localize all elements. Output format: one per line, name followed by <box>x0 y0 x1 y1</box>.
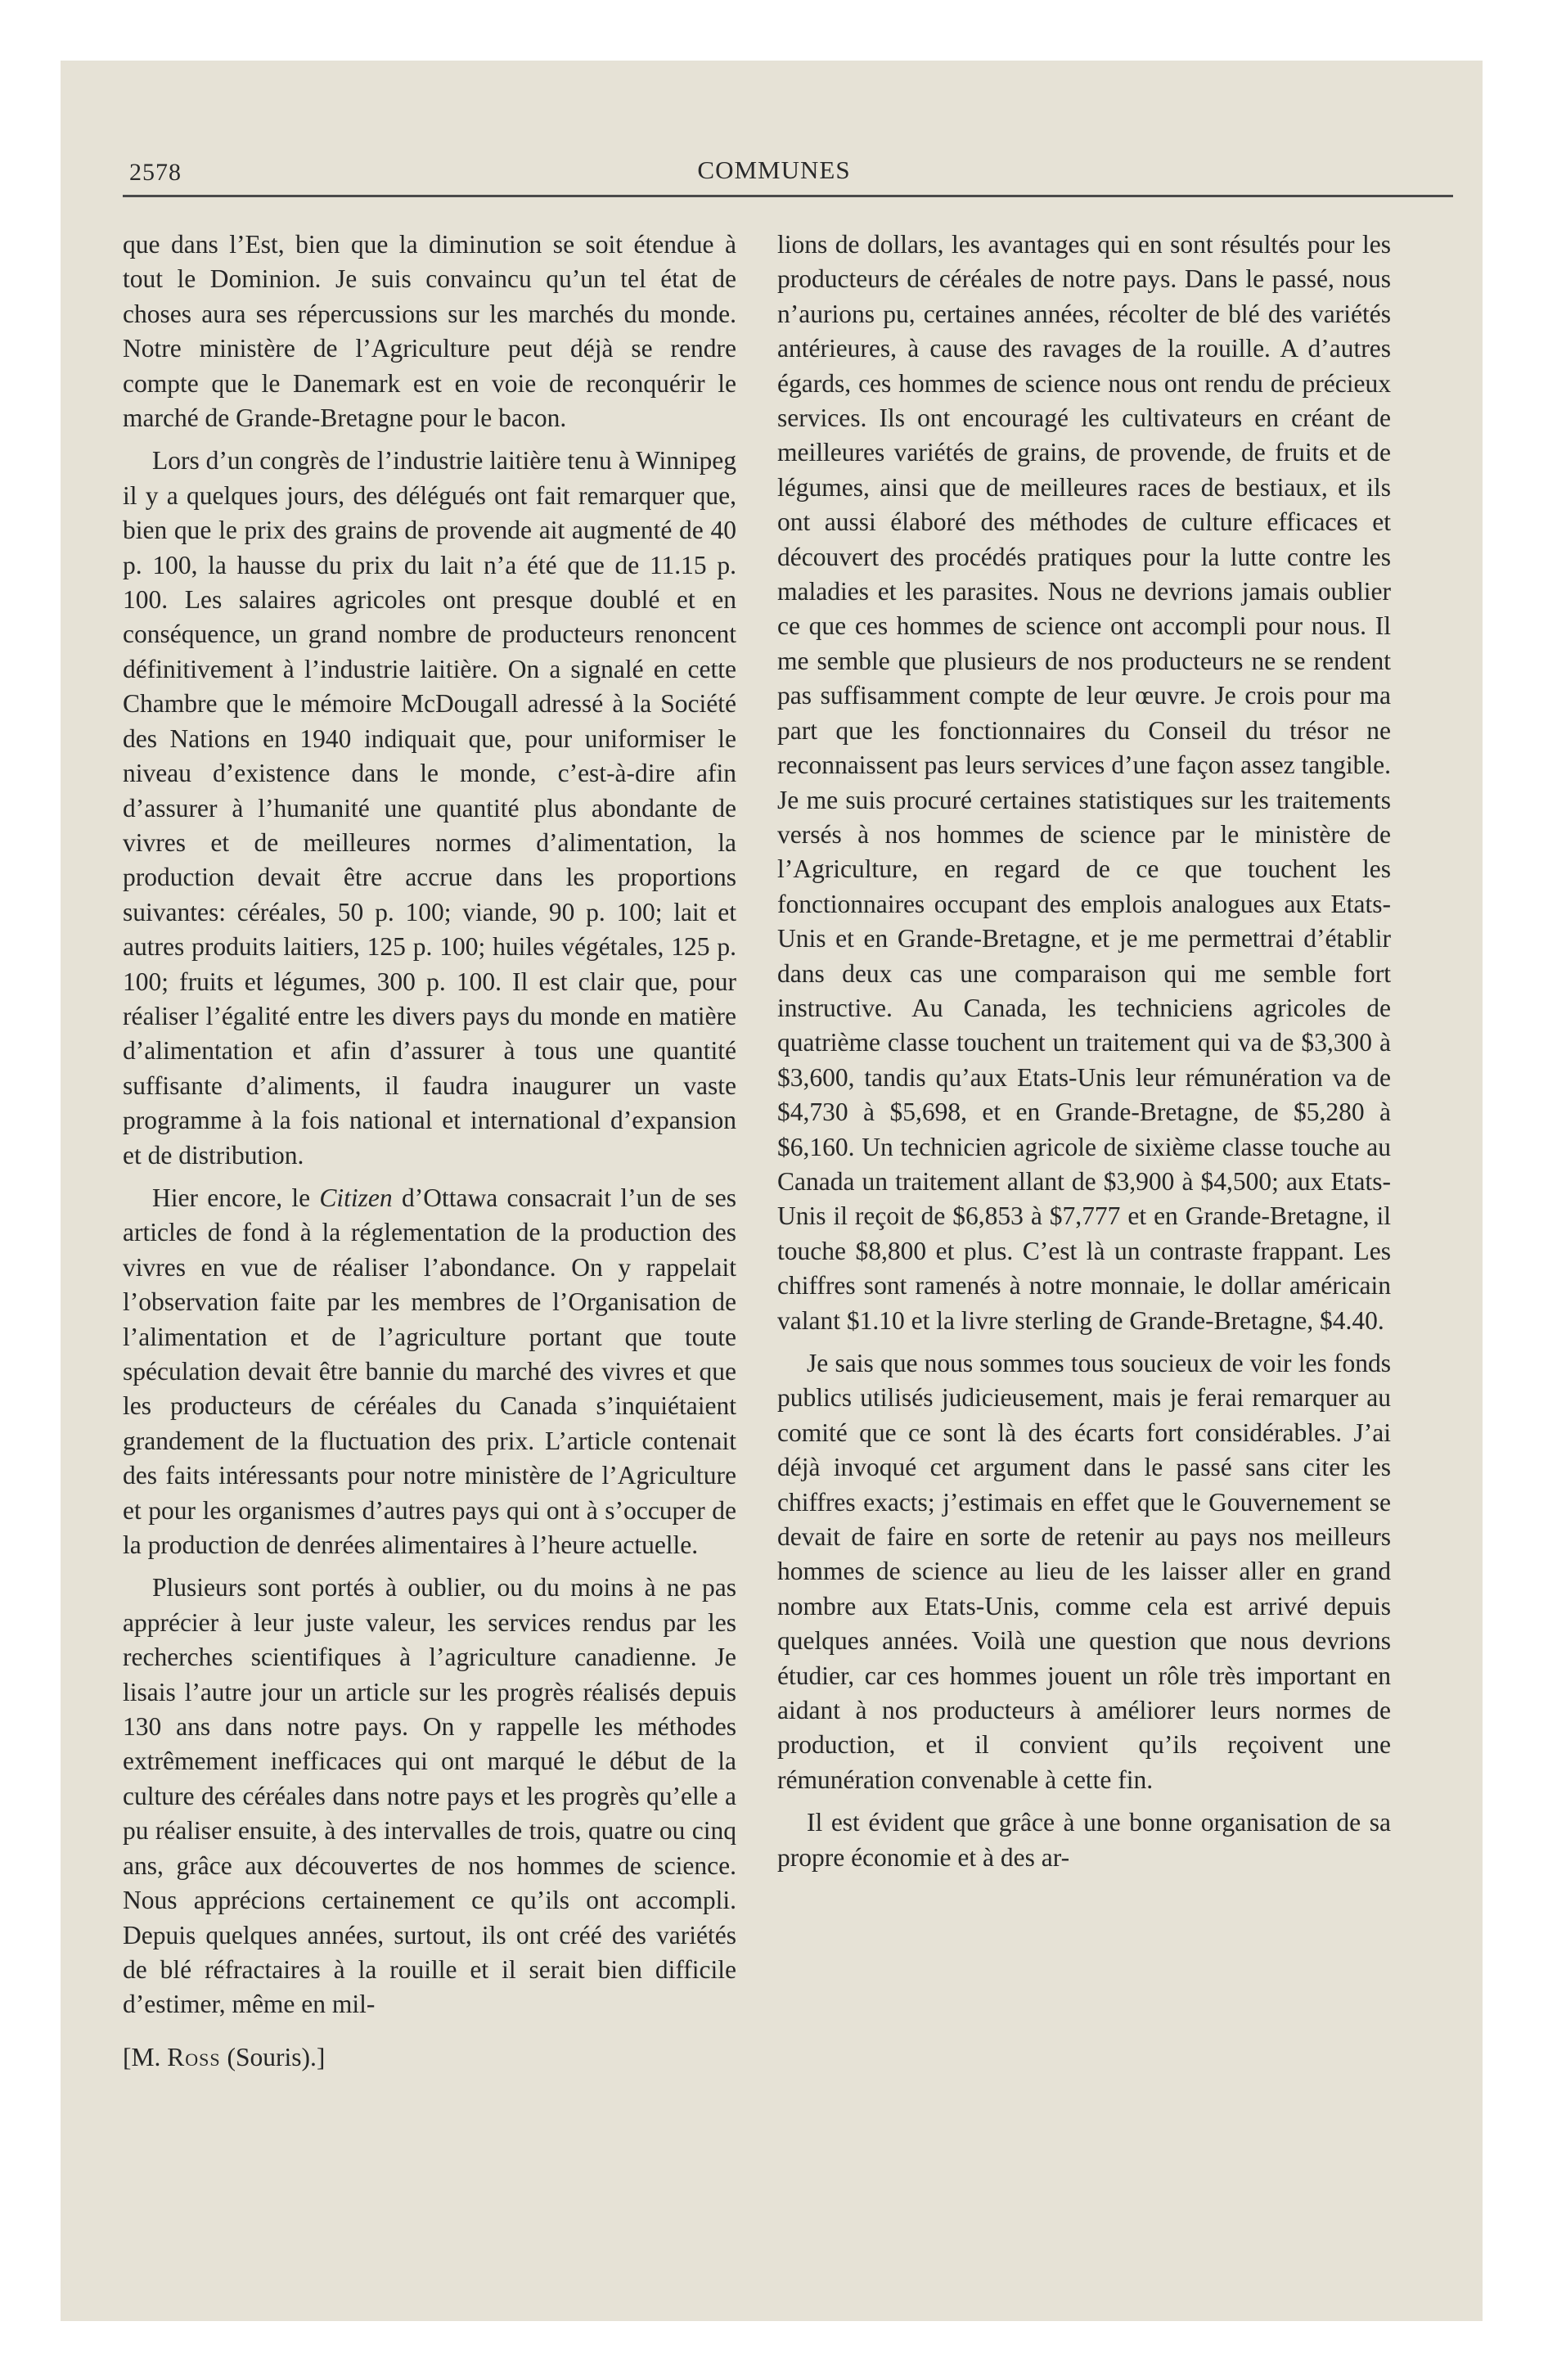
paragraph: que dans l’Est, bien que la diminution se soit étendue à tout le Dominion. Je suis convaincu qu’un tel état de choses aura ses répercussions sur les marchés du monde. Notre ministère de l’Agriculture peut déjà se rendre compte que le Danemark est en voie de reconquérir le marché de Grande-Bretagne pour le bacon. <box>123 230 736 433</box>
speaker-name: Ross <box>167 2043 221 2071</box>
header-rule <box>123 195 1453 197</box>
right-column <box>777 228 1391 1875</box>
page-number: 2578 <box>129 159 182 186</box>
speaker-attribution <box>123 2043 325 2072</box>
running-head: COMMUNES <box>697 156 851 184</box>
paragraph: Je sais que nous sommes tous soucieux de voir les fonds publics utilisés judicieusement, mais je ferai remarquer au comité que ce sont là des écarts fort considérables. J’ai déjà invoqué cet argument dans le passé sans citer les chiffres exacts; j’estimais en effet que le Gouvernement se devait de faire en sorte de retenir au pays nos meilleurs hommes de science au lieu de les laisser aller en grand nombre aux Etats-Unis, comme cela est arrivé depuis quelques années. Voilà une question que nous devrions étudier, car ces hommes jouent un rôle très important en aidant à nos producteurs à améliorer leurs normes de production, et il convient qu’ils reçoivent une rémunération convenable à cette fin. <box>777 1349 1391 1794</box>
paragraph: Plusieurs sont portés à oublier, ou du moins à ne pas apprécier à leur juste valeur, les services rendus par les recherches scientifiques à l’agriculture canadienne. Je lisais l’autre jour un article sur les progrès réalisés depuis 130 ans dans notre pays. On y rappelle les méthodes extrêmement inefficaces qui ont marqué le début de la culture des céréales dans notre pays et les progrès qu’elle a pu réaliser ensuite, à des intervalles de trois, quatre ou cinq ans, grâce aux découvertes de nos hommes de science. Nous apprécions certainement ce qu’ils ont accompli. Depuis quelques années, surtout, ils ont créé des variétés de blé réfractaires à la rouille et il serait bien difficile d’estimer, même en mil- <box>123 1573 736 2019</box>
paragraph <box>123 1181 736 1562</box>
newspaper-title: Citizen <box>319 1183 393 1212</box>
speaker-open: [M. <box>123 2043 168 2071</box>
paragraph: Il est évident que grâce à une bonne organisation de sa propre économie et à des ar- <box>777 1808 1391 1872</box>
paragraph-text: d’Ottawa consacrait l’un de ses articles de fond à la réglementation de la production des vivres en vue de réaliser l’abondance. On y rappelait l’observation faite par les membres de l’Organisation de l’alimentation et de l’agriculture portant que toute spéculation devait être bannie du marché des vivres et que les producteurs de céréales du Canada s’inquiétaient grandement de la fluctuation des prix. L’article contenait des faits intéressants pour notre ministère de l’Agriculture et pour les organismes d’autres pays qui ont à s’occuper de la production de denrées alimentaires à l’heure actuelle. <box>123 1183 736 1560</box>
speaker-riding: (Souris).] <box>220 2043 326 2071</box>
paragraph-text: Hier encore, le <box>152 1183 320 1212</box>
paragraph: lions de dollars, les avantages qui en sont résultés pour les producteurs de céréales de notre pays. Dans le passé, nous n’aurions pu, certaines années, récolter de blé des variétés antérieures, à cause des ravages de la rouille. A d’autres égards, ces hommes de science nous ont rendu de précieux services. Ils ont encouragé les cultivateurs en créant de meilleures variétés de grains, de provende, de fruits et de légumes, ainsi que de meilleures races de bestiaux, et ils ont aussi élaboré des méthodes de culture efficaces et découvert des procédés pratiques pour la lutte contre les maladies et les parasites. Nous ne devrions jamais oublier ce que ces hommes de science ont accompli pour nous. Il me semble que plusieurs de nos producteurs ne se rendent pas suffisamment compte de leur œuvre. Je crois pour ma part que les fonctionnaires du Conseil du trésor ne reconnaissent pas leurs services d’une façon assez tangible. Je me suis procuré certaines statistiques sur les traitements versés à nos hommes de science par le ministère de l’Agriculture, en regard de ce que touchent les fonctionnaires occupant des emplois analogues aux Etats-Unis et en Grande-Bretagne, et je me permettrai d’établir dans deux cas une comparaison qui me semble fort instructive. Au Canada, les techniciens agricoles de quatrième classe touchent un traitement qui va de $3,300 à $3,600, tandis qu’aux Etats-Unis leur rémunération va de $4,730 à $5,698, et en Grande-Bretagne, de $5,280 à $6,160. Un technicien agricole de sixième classe touche au Canada un traitement allant de $3,900 à $4,500; aux Etats-Unis il reçoit de $6,853 à $7,777 et en Grande-Bretagne, il touche $8,800 et plus. C’est là un contraste frappant. Les chiffres sont ramenés à notre monnaie, le dollar américain valant $1.10 et la livre sterling de Grande-Bretagne, $4.40. <box>777 230 1391 1335</box>
left-column <box>123 228 736 2022</box>
paragraph: Lors d’un congrès de l’industrie laitière tenu à Winnipeg il y a quelques jours, des délégués ont fait remarquer que, bien que le prix des grains de provende ait augmenté de 40 p. 100, la hausse du prix du lait n’a été que de 11.15 p. 100. Les salaires agricoles ont presque doublé et en conséquence, un grand nombre de producteurs renoncent définitivement à l’industrie laitière. On a signalé en cette Chambre que le mémoire McDougall adressé à la Société des Nations en 1940 indiquait que, pour uniformiser le niveau d’existence dans le monde, c’est-à-dire afin d’assurer à l’humanité une quantité plus abondante de vivres et de meilleures normes d’alimentation, la production devait être accrue dans les proportions suivantes: céréales, 50 p. 100; viande, 90 p. 100; lait et autres produits laitiers, 125 p. 100; huiles végétales, 125 p. 100; fruits et légumes, 300 p. 100. Il est clair que, pour réaliser l’égalité entre les divers pays du monde en matière d’alimentation et afin d’assurer à tous une quantité suffisante d’aliments, il faudra inaugurer un vaste programme à la fois national et international d’expansion et de distribution. <box>123 446 736 1170</box>
